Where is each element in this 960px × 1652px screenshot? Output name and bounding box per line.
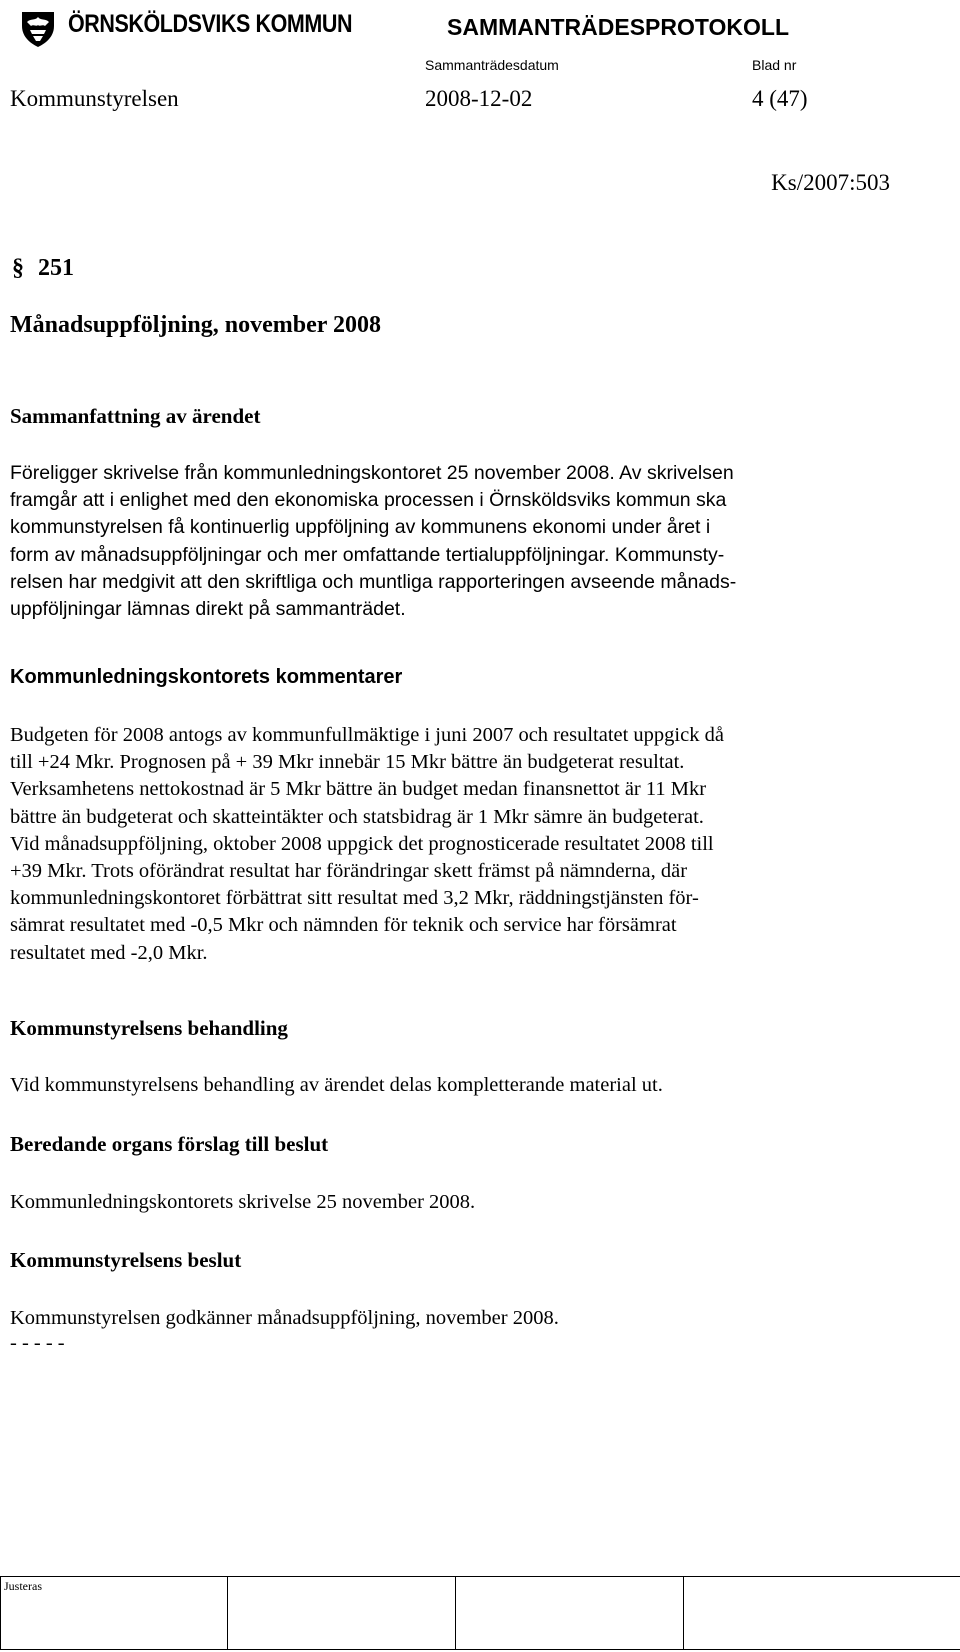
summary-line: framgår att i enlighet med den ekonomiska processen i Örnsköldsviks kommun ska [10, 489, 727, 512]
section-title: Månadsuppföljning, november 2008 [10, 312, 381, 338]
board-handling-heading: Kommunstyrelsens behandling [10, 1016, 288, 1040]
body-name: Kommunstyrelsen [10, 86, 179, 111]
office-comments-heading: Kommunledningskontorets kommentarer [10, 666, 403, 688]
proposal-heading: Beredande organs förslag till beslut [10, 1132, 329, 1156]
board-handling-text: Vid kommunstyrelsens behandling av ärendet delas kompletterande material ut. [10, 1074, 663, 1096]
office-comments-line: kommunledningskontoret förbättrat sitt resultat med 3,2 Mkr, räddningstjänsten för- [10, 887, 699, 910]
office-comments-line: Vid månadsuppföljning, oktober 2008 uppgick det prognosticerade resultatet 2008 till [10, 832, 714, 855]
section-number-value: 251 [38, 255, 74, 281]
office-comments-line: till +24 Mkr. Prognosen på + 39 Mkr innebär 15 Mkr bättre än budgeterat resultat. [10, 751, 685, 774]
case-number: Ks/2007:503 [771, 170, 890, 195]
office-comments-paragraph [10, 722, 950, 967]
end-marker: - - - - - [10, 1332, 65, 1354]
decision-heading: Kommunstyrelsens beslut [10, 1248, 242, 1272]
office-comments-line: Budgeten för 2008 antogs av kommunfullmäktige i juni 2007 och resultatet uppgick då [10, 724, 724, 746]
justeras-label: Justeras [4, 1579, 42, 1593]
document-type: SAMMANTRÄDESPROTOKOLL [447, 14, 790, 40]
signature-cell [1, 1577, 228, 1650]
office-comments-line: sämrat resultatet med -0,5 Mkr och nämnden för teknik och service har försämrat [10, 914, 677, 937]
coat-of-arms-icon [18, 8, 58, 48]
summary-line: relsen har medgivit att den skriftliga och muntliga rapporteringen avseende månads- [10, 570, 737, 593]
summary-line: uppföljningar lämnas direkt på sammanträdet. [10, 598, 406, 621]
office-comments-line: +39 Mkr. Trots oförändrat resultat har förändringar skett främst på nämnderna, där [10, 860, 688, 883]
page-number: 4 (47) [752, 86, 808, 111]
section-number [12, 255, 74, 282]
office-comments-line: resultatet med -2,0 Mkr. [10, 941, 208, 964]
summary-line: form av månadsuppföljningar och mer omfattande tertialuppföljningar. Kommunsty- [10, 543, 725, 566]
signature-table [0, 1576, 960, 1650]
municipality-name: ÖRNSKÖLDSVIKS KOMMUN [68, 10, 353, 38]
signature-cell [456, 1577, 684, 1650]
summary-line: Föreligger skrivelse från kommunledningskontoret 25 november 2008. Av skrivelsen [10, 462, 734, 484]
signature-cell [228, 1577, 456, 1650]
summary-line: kommunstyrelsen få kontinuerlig uppföljning av kommunens ekonomi under året i [10, 516, 711, 539]
proposal-text: Kommunledningskontorets skrivelse 25 november 2008. [10, 1191, 476, 1213]
office-comments-line: Verksamhetens nettokostnad är 5 Mkr bättre än budget medan finansnettot är 11 Mkr [10, 778, 707, 801]
signature-cell [684, 1577, 960, 1650]
office-comments-line: bättre än budgeterat och skatteintäkter och statsbidrag är 1 Mkr sämre än budgeterat. [10, 805, 704, 828]
decision-text: Kommunstyrelsen godkänner månadsuppföljning, november 2008. [10, 1307, 559, 1329]
date-label: Sammanträdesdatum [425, 57, 559, 73]
page-label: Blad nr [752, 57, 797, 73]
meeting-date: 2008-12-02 [425, 86, 533, 111]
summary-heading: Sammanfattning av ärendet [10, 404, 261, 428]
section-symbol: § [12, 255, 24, 281]
summary-paragraph [10, 460, 950, 623]
